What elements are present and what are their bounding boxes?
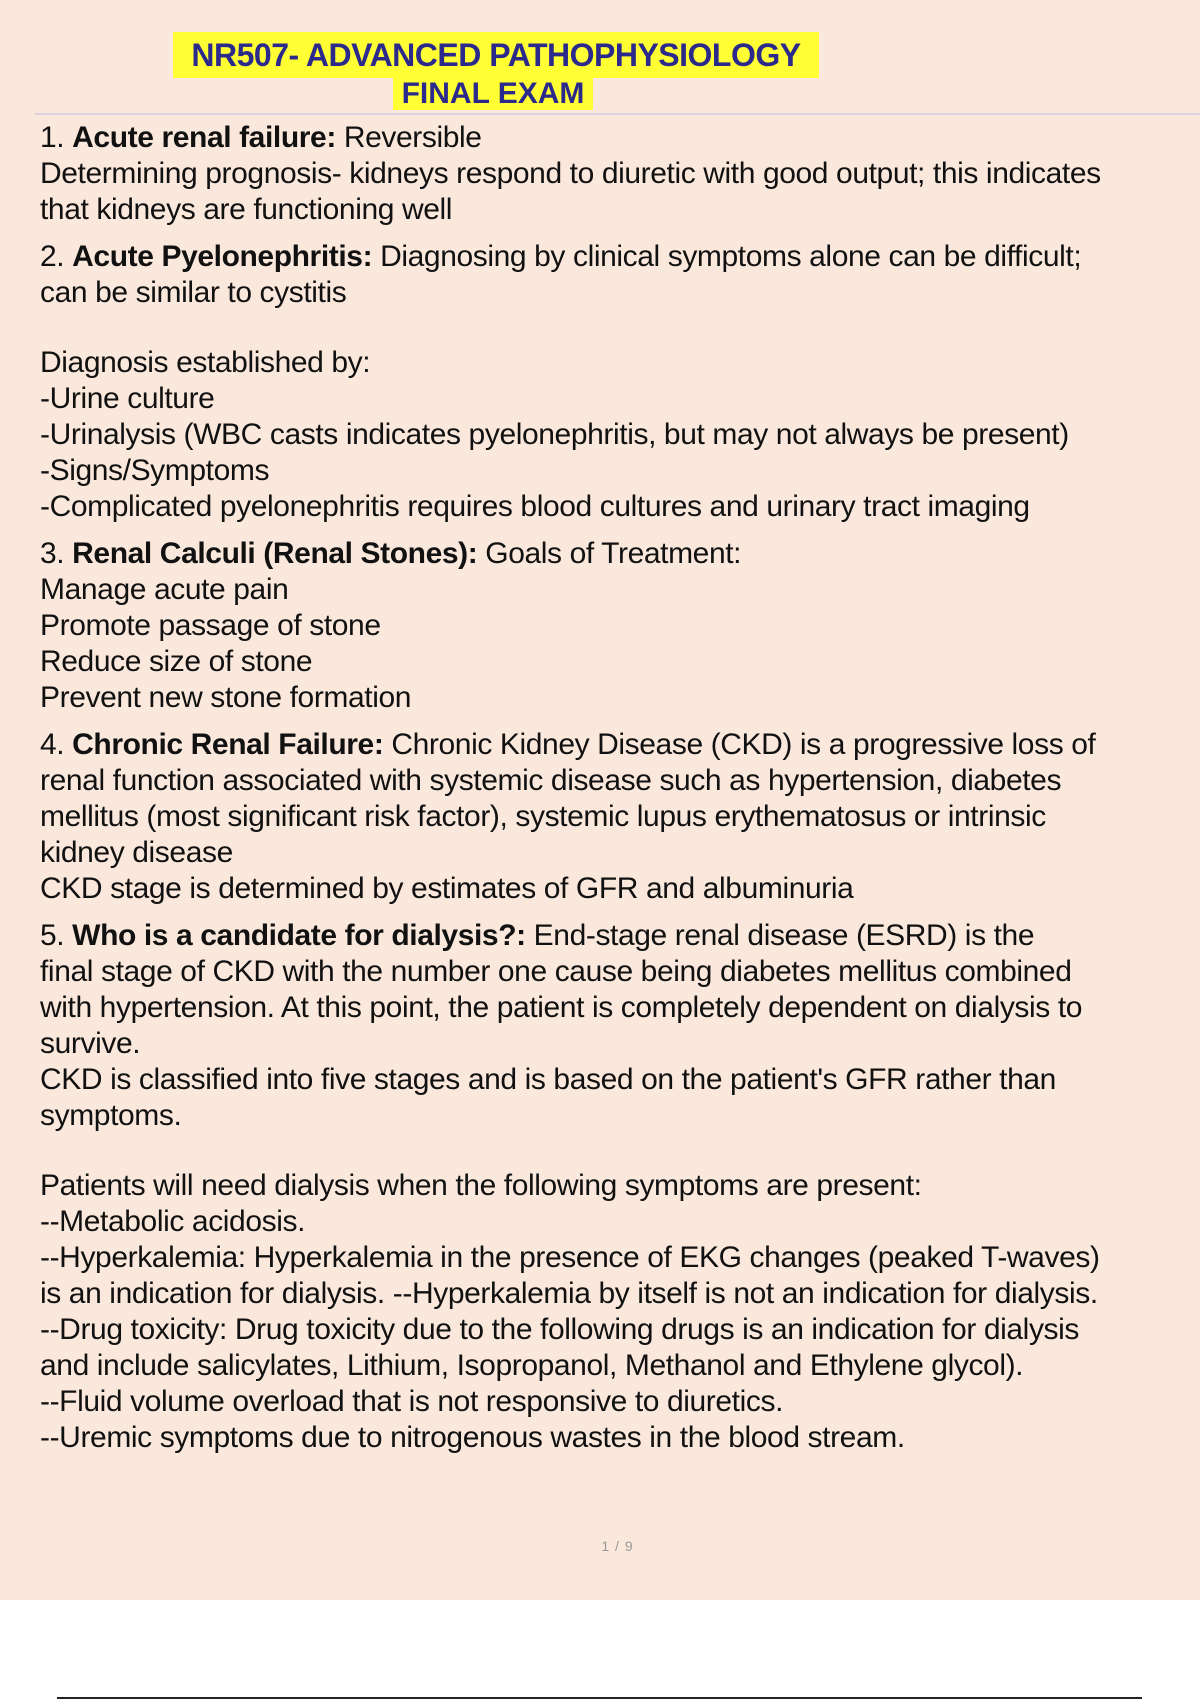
answer-line: --Hyperkalemia: Hyperkalemia in the presence of EKG changes (peaked T-waves): [40, 1241, 1100, 1274]
question-item: [40, 536, 1200, 716]
question-number: 5.: [40, 919, 65, 952]
blank-line: [40, 1134, 1200, 1168]
answer-line: --Metabolic acidosis.: [40, 1205, 306, 1238]
answer-lead: Goals of Treatment:: [485, 537, 742, 570]
answer-line: Patients will need dialysis when the following symptoms are present:: [40, 1169, 922, 1202]
title-line-2: FINAL EXAM: [393, 78, 593, 110]
answer-line: symptoms.: [40, 1099, 182, 1132]
answer-line: --Fluid volume overload that is not responsive to diuretics.: [40, 1385, 784, 1418]
question-first-line: [40, 536, 1200, 572]
question-item: [40, 727, 1200, 907]
answer-line: Manage acute pain: [40, 573, 289, 606]
answer-lead: Reversible: [343, 121, 482, 154]
answer-line: can be similar to cystitis: [40, 276, 347, 309]
answer-line: Promote passage of stone: [40, 609, 381, 642]
answer-line: survive.: [40, 1027, 141, 1060]
question-number: 3.: [40, 537, 65, 570]
answer-line: that kidneys are functioning well: [40, 193, 453, 226]
footer-divider: [57, 1697, 1142, 1699]
question-first-line: [40, 918, 1200, 954]
answer-line: final stage of CKD with the number one cause being diabetes mellitus combined: [40, 955, 1072, 988]
question-term: Chronic Renal Failure:: [72, 728, 384, 761]
answer-line: kidney disease: [40, 836, 233, 869]
answer-line: -Urine culture: [40, 382, 215, 415]
question-first-line: [40, 120, 1200, 156]
answer-line: CKD stage is determined by estimates of GFR and albuminuria: [40, 872, 854, 905]
answer-line: -Signs/Symptoms: [40, 454, 270, 487]
question-term: Acute renal failure:: [72, 121, 336, 154]
question-number: 4.: [40, 728, 65, 761]
question-term: Acute Pyelonephritis:: [72, 240, 373, 273]
answer-line: Diagnosis established by:: [40, 346, 371, 379]
title-divider: [35, 113, 1200, 115]
question-first-line: [40, 239, 1200, 275]
answer-line: and include salicylates, Lithium, Isopropanol, Methanol and Ethylene glycol).: [40, 1349, 1024, 1382]
answer-lead: End-stage renal disease (ESRD) is the: [533, 919, 1035, 952]
question-item: [40, 120, 1200, 228]
page-number: 1 / 9: [601, 1538, 634, 1554]
question-first-line: [40, 727, 1200, 763]
answer-line: Prevent new stone formation: [40, 681, 412, 714]
answer-line: is an indication for dialysis. --Hyperkalemia by itself is not an indication for dialysis.: [40, 1277, 1098, 1310]
question-term: Who is a candidate for dialysis?:: [72, 919, 526, 952]
answer-lead: Diagnosing by clinical symptoms alone can be difficult;: [380, 240, 1082, 273]
question-item: [40, 239, 1200, 525]
blank-line: [40, 311, 1200, 345]
question-number: 1.: [40, 121, 65, 154]
flashcard-list: [40, 120, 1200, 1467]
answer-line: with hypertension. At this point, the patient is completely dependent on dialysis to: [40, 991, 1083, 1024]
answer-line: --Uremic symptoms due to nitrogenous wastes in the blood stream.: [40, 1421, 905, 1454]
question-item: [40, 918, 1200, 1456]
answer-lead: Chronic Kidney Disease (CKD) is a progressive loss of: [391, 728, 1096, 761]
answer-line: -Urinalysis (WBC casts indicates pyelonephritis, but may not always be present): [40, 418, 1069, 451]
question-term: Renal Calculi (Renal Stones):: [72, 537, 478, 570]
question-number: 2.: [40, 240, 65, 273]
answer-line: CKD is classified into five stages and is based on the patient's GFR rather than: [40, 1063, 1056, 1096]
answer-line: renal function associated with systemic disease such as hypertension, diabetes: [40, 764, 1062, 797]
answer-line: Determining prognosis- kidneys respond to diuretic with good output; this indicates: [40, 157, 1101, 190]
answer-line: Reduce size of stone: [40, 645, 313, 678]
answer-line: --Drug toxicity: Drug toxicity due to the following drugs is an indication for dialysis: [40, 1313, 1080, 1346]
answer-line: mellitus (most significant risk factor), systemic lupus erythematosus or intrinsic: [40, 800, 1046, 833]
document-title: [0, 32, 1200, 112]
title-line-1: NR507- ADVANCED PATHOPHYSIOLOGY: [173, 32, 819, 78]
answer-line: -Complicated pyelonephritis requires blood cultures and urinary tract imaging: [40, 490, 1030, 523]
